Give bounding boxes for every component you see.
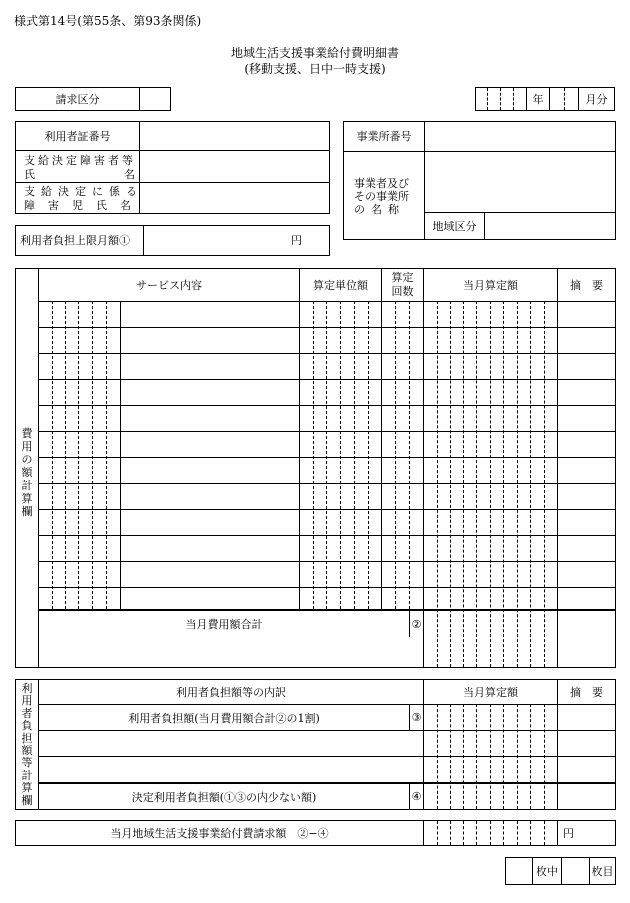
form-reference: 様式第14号(第55条、第93条関係) (14, 14, 202, 28)
claim-total-box (15, 820, 616, 846)
total-sheets-label: 枚中 (536, 865, 558, 878)
burden-row-4-field[interactable] (424, 784, 557, 809)
col-remarks: 摘 要 (570, 279, 603, 292)
region-label: 地域区分 (432, 220, 477, 233)
recipient-name-field[interactable] (140, 151, 329, 181)
burden-limit-yen: 円 (291, 234, 302, 247)
burden-side-label: 利 用 者 負 担 額 等 計 算 欄 (21, 682, 33, 807)
page-number-label: 枚目 (591, 865, 614, 878)
claim-section-box (15, 87, 171, 111)
office-no-label: 事業所番号 (356, 130, 412, 143)
service-row-1[interactable] (121, 302, 299, 327)
burden-calculation-table (15, 679, 616, 810)
cert-no-label: 利用者証番号 (44, 130, 111, 143)
year-label: 年 (532, 93, 544, 106)
claim-total-yen: 円 (563, 827, 574, 840)
cert-no-field[interactable] (140, 122, 329, 150)
recipient-name-label-2: 氏 (24, 168, 35, 181)
total-sheets-field[interactable] (506, 858, 532, 884)
recipient-name-label-3: 名 (124, 168, 135, 181)
page-number-field[interactable] (562, 858, 589, 884)
cost-calculation-table (15, 268, 616, 668)
col-calc-count: 算定 回数 (391, 271, 414, 298)
claim-total-label: 当月地域生活支援事業給付費請求額 ②−④ (110, 827, 329, 840)
region-field[interactable] (485, 213, 615, 239)
burden-row-1-label: 利用者負担額(当月費用額合計②の1割) (128, 711, 320, 725)
col-month-amount: 当月算定額 (463, 279, 518, 292)
burden-row-4-mark: ④ (411, 790, 422, 803)
billing-month-box (475, 87, 615, 111)
burden-limit-field[interactable] (144, 226, 294, 255)
provider-name-label-1: 事業者及び (354, 177, 409, 190)
burden-limit-label: 利用者負担上限月額① (20, 234, 130, 247)
provider-name-field[interactable] (425, 152, 615, 212)
recipient-box (15, 121, 330, 214)
col-unit-amount: 算定単位額 (313, 279, 368, 292)
claim-total-field[interactable] (424, 821, 557, 845)
month-label: 月分 (585, 93, 608, 106)
burden-row-1-field[interactable] (424, 705, 557, 730)
service-row-2[interactable] (121, 328, 299, 353)
col-burden-month-amount: 当月算定額 (463, 686, 518, 699)
cost-side-label: 費 用 の 額 計 算 欄 (21, 427, 33, 518)
recipient-name-label-1: 支給決定障害者等 (24, 154, 136, 167)
provider-name-label-3: の名称 (354, 203, 405, 216)
cost-total-label: 当月費用額合計 (185, 618, 263, 631)
office-no-field[interactable] (425, 122, 615, 150)
child-name-label-2: 障害児氏名 (24, 199, 144, 212)
cost-total-mark: ② (411, 617, 422, 631)
document-subtitle: (移動支援、日中一時支援) (244, 62, 386, 76)
claim-section-label: 請求区分 (55, 93, 100, 106)
provider-name-label-2: その事業所 (354, 190, 409, 203)
page-count-box (505, 857, 616, 885)
col-service-content: サービス内容 (136, 279, 202, 292)
claim-section-field[interactable] (140, 88, 170, 110)
document-title: 地域生活支援事業給付費明細書 (230, 46, 399, 60)
burden-row-1-mark: ③ (411, 711, 422, 724)
child-name-field[interactable] (140, 183, 329, 213)
burden-row-4-label: 決定利用者負担額(①③の内少ない額) (131, 790, 317, 804)
service-row-3[interactable] (121, 354, 299, 379)
col-burden-remarks: 摘 要 (570, 686, 603, 699)
cost-total-field[interactable] (424, 611, 557, 637)
col-burden-breakdown: 利用者負担額等の内訳 (176, 686, 286, 699)
child-name-label-1: 支給決定に係る (24, 185, 143, 198)
burden-limit-box (15, 225, 330, 256)
provider-box (343, 121, 616, 240)
